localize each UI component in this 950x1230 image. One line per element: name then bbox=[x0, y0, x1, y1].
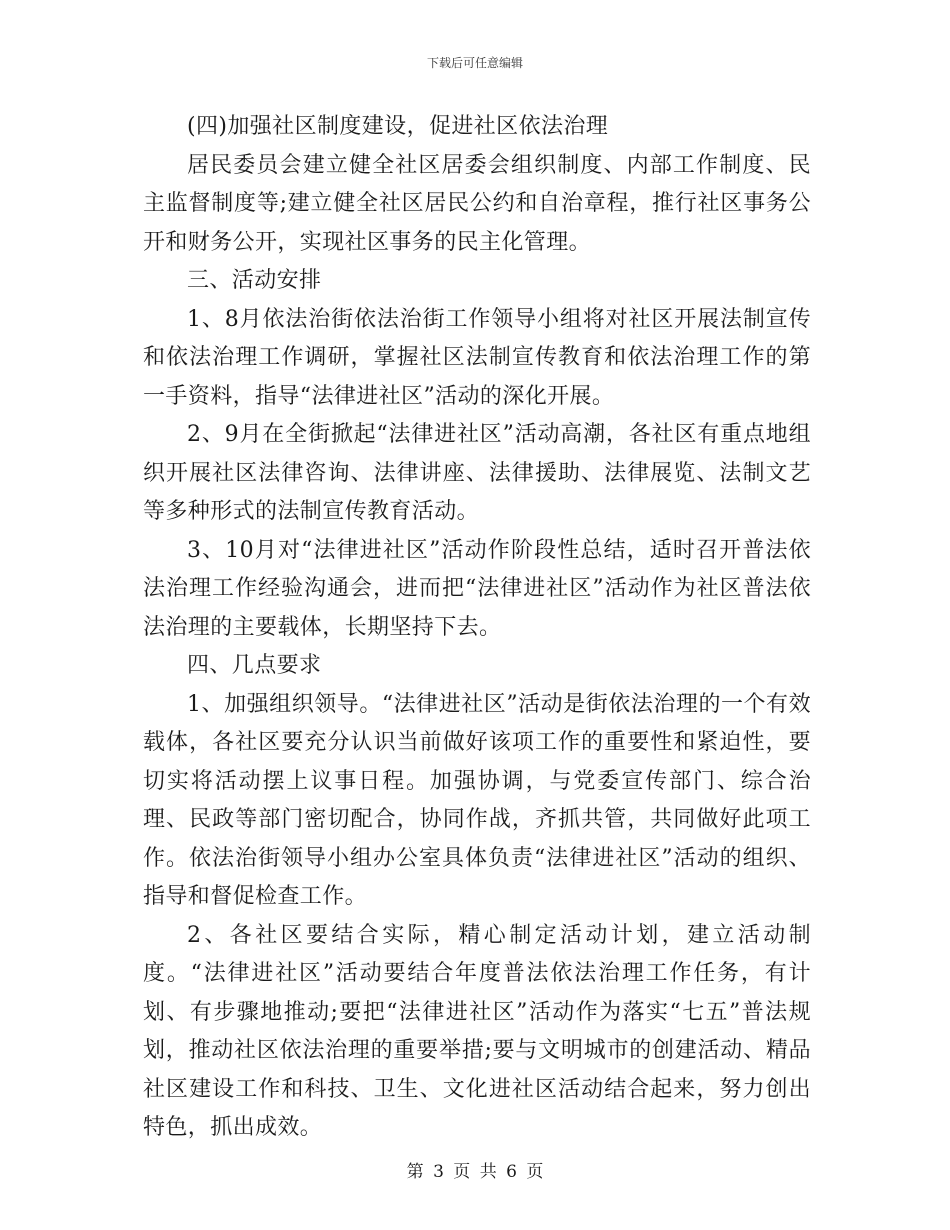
body-paragraph: 居民委员会建立健全社区居委会组织制度、内部工作制度、民主监督制度等;建立健全社区居民公约和自治章程，推行社区事务公开和财务公开，实现社区事务的民主化管理。 bbox=[143, 152, 811, 255]
section-heading: 三、活动安排 bbox=[187, 268, 322, 293]
body-paragraph: 2、各社区要结合实际，精心制定活动计划，建立活动制度。“法律进社区”活动要结合年度普法依法治理工作任务，有计划、有步骤地推动;要把“法律进社区”活动作为落实“七五”普法规划，推动社区依法治理的重要举措;要与文明城市的创建活动、精品社区建设工作和科技、卫生、文化进社区活动结合起来，努力创出特色，抓出成效。 bbox=[143, 922, 811, 1140]
header-note: 下载后可任意编辑 bbox=[426, 56, 523, 70]
section-heading: 四、几点要求 bbox=[187, 653, 322, 678]
body-paragraph: 1、8月依法治街依法治街工作领导小组将对社区开展法制宣传和依法治理工作调研，掌握社区法制宣传教育和依法治理工作的第一手资料，指导“法律进社区”活动的深化开展。 bbox=[143, 306, 811, 409]
body-paragraph: 3、10月对“法律进社区”活动作阶段性总结，适时召开普法依法治理工作经验沟通会，进而把“法律进社区”活动作为社区普法依法治理的主要载体，长期坚持下去。 bbox=[143, 537, 811, 640]
page-number-footer: 第 3 页 共 6 页 bbox=[406, 1162, 544, 1182]
document-body bbox=[143, 108, 811, 1148]
body-paragraph: 1、加强组织领导。“法律进社区”活动是街依法治理的一个有效载体，各社区要充分认识当前做好该项工作的重要性和紧迫性，要切实将活动摆上议事日程。加强协调，与党委宣传部门、综合治理、民政等部门密切配合，协同作战，齐抓共管，共同做好此项工作。依法治街领导小组办公室具体负责“法律进社区”活动的组织、指导和督促检查工作。 bbox=[143, 691, 811, 909]
body-paragraph: 2、9月在全街掀起“法律进社区”活动高潮，各社区有重点地组织开展社区法律咨询、法律讲座、法律援助、法律展览、法制文艺等多种形式的法制宣传教育活动。 bbox=[143, 422, 811, 524]
section-heading: (四)加强社区制度建设，促进社区依法治理 bbox=[187, 114, 609, 139]
